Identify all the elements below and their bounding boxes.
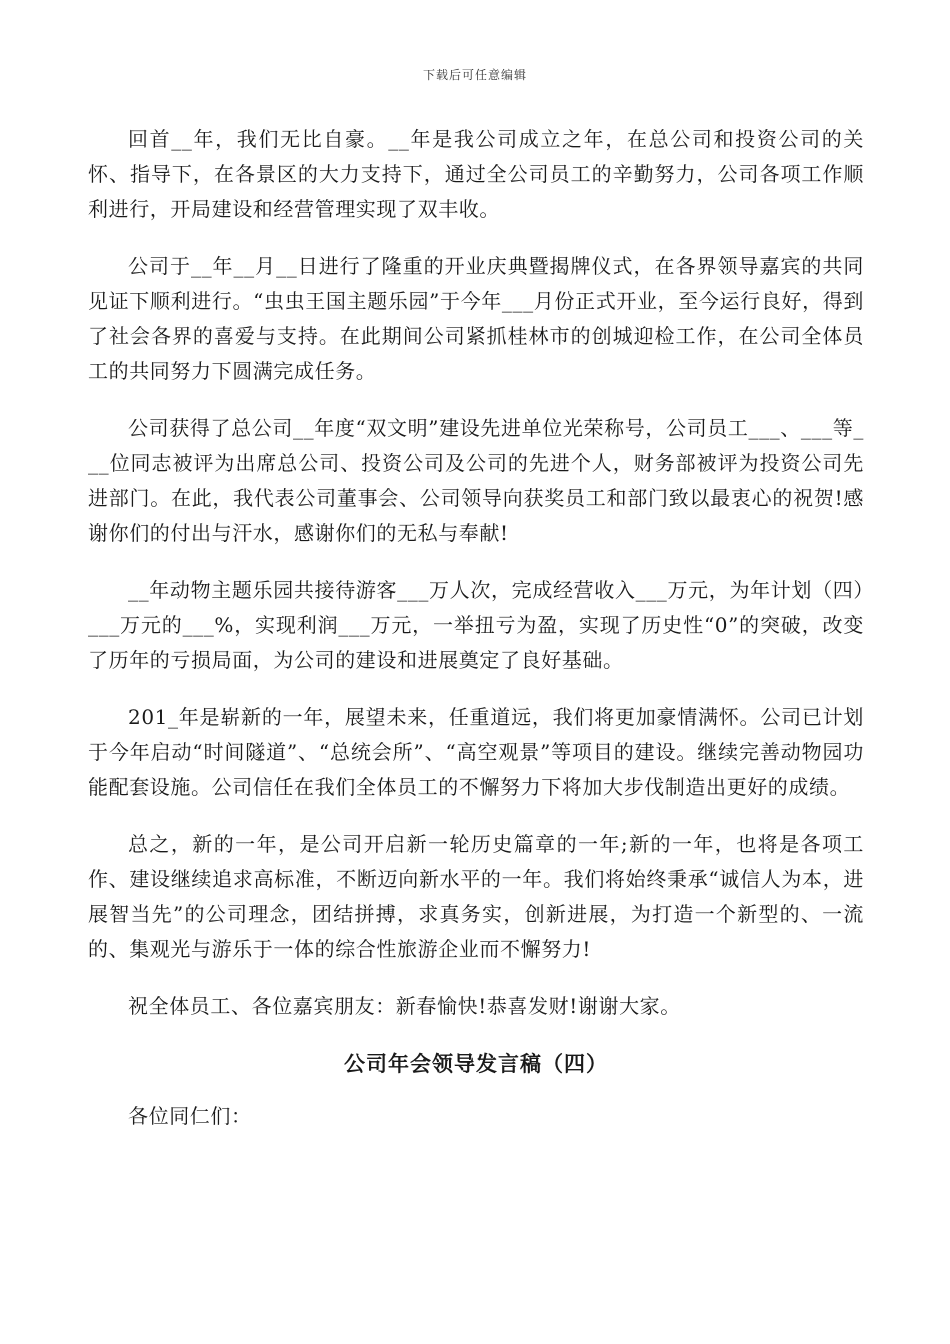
document-body	[88, 122, 864, 1156]
salutation: 各位同仁们：	[128, 1104, 252, 1128]
paragraph-opening-ceremony: 公司于__年__月__日进行了隆重的开业庆典暨揭牌仪式，在各界领导嘉宾的共同见证下顺利进行。“虫虫王国主题乐园”于今年___月份正式开业，至今运行良好，得到了社会各界的喜爱与支持。在此期间公司紧抓桂林市的创城迎检工作，在公司全体员工的共同努力下圆满完成任务。	[88, 254, 864, 383]
section-title: 公司年会领导发言稿（四）	[344, 1051, 608, 1076]
paragraph-performance: __年动物主题乐园共接待游客___万人次，完成经营收入___万元，为年计划（四）___万元的___%，实现利润___万元，一举扭亏为盈，实现了历史性“0”的突破，改变了历年的亏损局面，为公司的建设和进展奠定了良好基础。	[88, 578, 864, 672]
paragraph-greeting: 祝全体员工、各位嘉宾朋友：新春愉快!恭喜发财!谢谢大家。	[128, 994, 681, 1018]
paragraph-conclusion: 总之，新的一年，是公司开启新一轮历史篇章的一年;新的一年，也将是各项工作、建设继续追求高标准，不断迈向新水平的一年。我们将始终秉承“诚信人为本，进展智当先”的公司理念，团结拼搏，求真务实，创新进展，为打造一个新型的、一流的、集观光与游乐于一体的综合性旅游企业而不懈努力!	[88, 832, 864, 961]
paragraph-awards: 公司获得了总公司__年度“双文明”建设先进单位光荣称号，公司员工___、___等___位同志被评为出席总公司、投资公司及公司的先进个人，财务部被评为投资公司先进部门。在此，我代表公司董事会、公司领导向获奖员工和部门致以最衷心的祝贺!感谢你们的付出与汗水，感谢你们的无私与奉献!	[88, 416, 864, 545]
paragraph-outlook: 201_年是崭新的一年，展望未来，任重道远，我们将更加豪情满怀。公司已计划于今年启动“时间隧道”、“总统会所”、“高空观景”等项目的建设。继续完善动物园功能配套设施。公司信任在我们全体员工的不懈努力下将加大步伐制造出更好的成绩。	[88, 705, 864, 799]
paragraph-review: 回首__年，我们无比自豪。__年是我公司成立之年，在总公司和投资公司的关怀、指导下，在各景区的大力支持下，通过全公司员工的辛勤努力，公司各项工作顺利进行，开局建设和经营管理实现了双丰收。	[88, 127, 864, 221]
header-note: 下载后可任意编辑	[422, 68, 527, 82]
